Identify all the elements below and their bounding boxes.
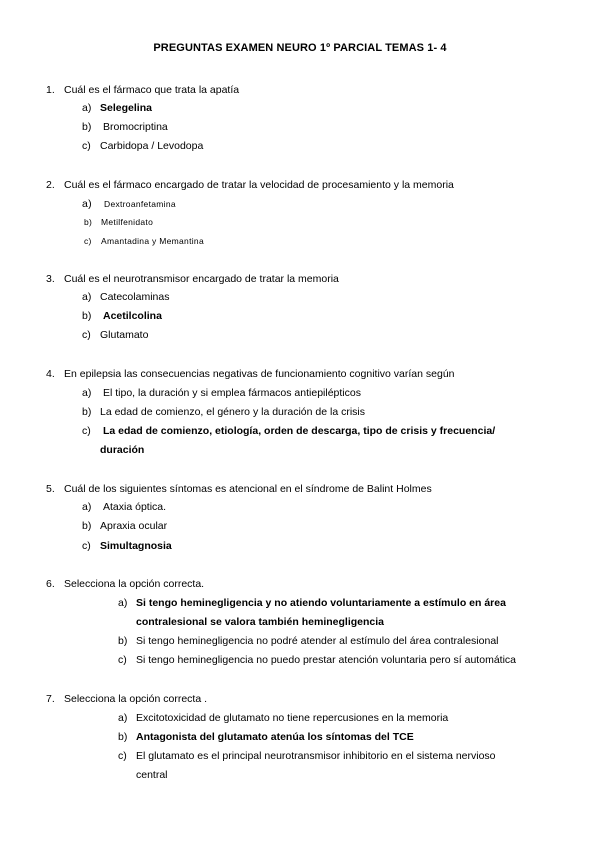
option-1a xyxy=(82,102,152,114)
question-text: Selecciona la opción correcta . xyxy=(64,693,207,705)
option-label: a) xyxy=(82,387,92,399)
option-label: b) xyxy=(118,731,128,743)
option-label: b) xyxy=(82,121,92,133)
option-6a xyxy=(118,597,506,609)
question-number: 5. xyxy=(46,483,55,495)
option-5b xyxy=(82,520,167,532)
option-text: Catecolaminas xyxy=(100,291,170,303)
question-text: Selecciona la opción correcta. xyxy=(64,578,205,590)
option-2b xyxy=(84,217,153,227)
option-text: Metilfenidato xyxy=(101,217,154,227)
option-5a xyxy=(82,501,166,513)
option-2a xyxy=(82,198,176,210)
option-text: Bromocriptina xyxy=(103,121,168,133)
option-label: c) xyxy=(82,329,91,341)
option-text: Carbidopa / Levodopa xyxy=(100,140,204,152)
option-text: La edad de comienzo, el género y la duración de la crisis xyxy=(100,406,365,418)
option-6c xyxy=(118,654,516,666)
option-3b xyxy=(82,310,162,322)
option-label: a) xyxy=(82,102,92,114)
option-label: b) xyxy=(84,217,93,227)
option-text: El tipo, la duración y si emplea fármacos antiepilépticos xyxy=(103,387,361,399)
option-text: Si tengo heminegligencia no puedo prestar atención voluntaria pero sí automática xyxy=(136,654,516,666)
option-7c xyxy=(118,750,496,762)
question-2 xyxy=(46,179,454,191)
option-label: c) xyxy=(82,540,91,552)
option-label: c) xyxy=(82,425,91,437)
option-text: Simultagnosia xyxy=(100,540,172,552)
question-text: Cuál de los siguientes síntomas es atencional en el síndrome de Balint Holmes xyxy=(64,483,432,495)
option-7a xyxy=(118,712,448,724)
option-text: La edad de comienzo, etiología, orden de descarga, tipo de crisis y frecuencia/ xyxy=(103,425,496,437)
question-number: 1. xyxy=(46,84,55,96)
option-label: a) xyxy=(82,291,92,303)
question-number: 6. xyxy=(46,578,55,590)
option-6b xyxy=(118,635,499,647)
option-label: c) xyxy=(118,654,127,666)
option-text: Selegelina xyxy=(100,102,152,114)
option-7c-continuation: central xyxy=(136,769,168,781)
option-text: Acetilcolina xyxy=(103,310,162,322)
option-text: Ataxia óptica. xyxy=(103,501,167,513)
option-label: a) xyxy=(82,198,92,210)
option-text: Si tengo heminegligencia y no atiendo voluntariamente a estímulo en área xyxy=(136,597,506,609)
option-text: Amantadina y Memantina xyxy=(101,236,204,246)
question-1 xyxy=(46,84,239,96)
option-text: Antagonista del glutamato atenúa los síntomas del TCE xyxy=(136,731,414,743)
option-4c-continuation: duración xyxy=(100,444,145,456)
option-label: a) xyxy=(82,501,92,513)
option-4b xyxy=(82,406,365,418)
question-3 xyxy=(46,273,339,285)
option-text: Dextroanfetamina xyxy=(104,199,176,209)
option-text: Apraxia ocular xyxy=(100,520,168,532)
option-label: b) xyxy=(82,310,92,322)
option-label: b) xyxy=(118,635,128,647)
option-label: b) xyxy=(82,406,92,418)
option-label: c) xyxy=(82,140,91,152)
question-number: 4. xyxy=(46,368,55,380)
option-text: Glutamato xyxy=(100,329,149,341)
option-5c xyxy=(82,540,172,552)
option-1b xyxy=(82,121,168,133)
option-2c xyxy=(84,236,204,246)
option-4a xyxy=(82,387,361,399)
question-text: En epilepsia las consecuencias negativas de funcionamiento cognitivo varían según xyxy=(64,368,455,380)
question-6 xyxy=(46,578,204,590)
question-text: Cuál es el neurotransmisor encargado de tratar la memoria xyxy=(64,273,339,285)
option-text: Excitotoxicidad de glutamato no tiene repercusiones en la memoria xyxy=(136,712,449,724)
option-3a xyxy=(82,291,169,303)
question-text: Cuál es el fármaco encargado de tratar la velocidad de procesamiento y la memoria xyxy=(64,179,454,191)
question-7 xyxy=(46,693,207,705)
option-7b xyxy=(118,731,414,743)
question-number: 3. xyxy=(46,273,55,285)
option-1c xyxy=(82,140,203,152)
option-text: El glutamato es el principal neurotransmisor inhibitorio en el sistema nervioso xyxy=(136,750,496,762)
question-number: 2. xyxy=(46,179,55,191)
option-label: a) xyxy=(118,712,128,724)
option-label: b) xyxy=(82,520,92,532)
option-label: c) xyxy=(84,236,92,246)
page-title: PREGUNTAS EXAMEN NEURO 1º PARCIAL TEMAS 1- 4 xyxy=(153,42,447,54)
option-text: Si tengo heminegligencia no podré atender al estímulo del área contralesional xyxy=(136,635,499,647)
option-6a-continuation: contralesional se valora también heminegligencia xyxy=(136,616,385,628)
question-4 xyxy=(46,368,455,380)
question-5 xyxy=(46,483,432,495)
option-label: a) xyxy=(118,597,128,609)
option-label: c) xyxy=(118,750,127,762)
question-text: Cuál es el fármaco que trata la apatía xyxy=(64,84,240,96)
option-3c xyxy=(82,329,148,341)
option-4c xyxy=(82,425,495,437)
question-number: 7. xyxy=(46,693,55,705)
